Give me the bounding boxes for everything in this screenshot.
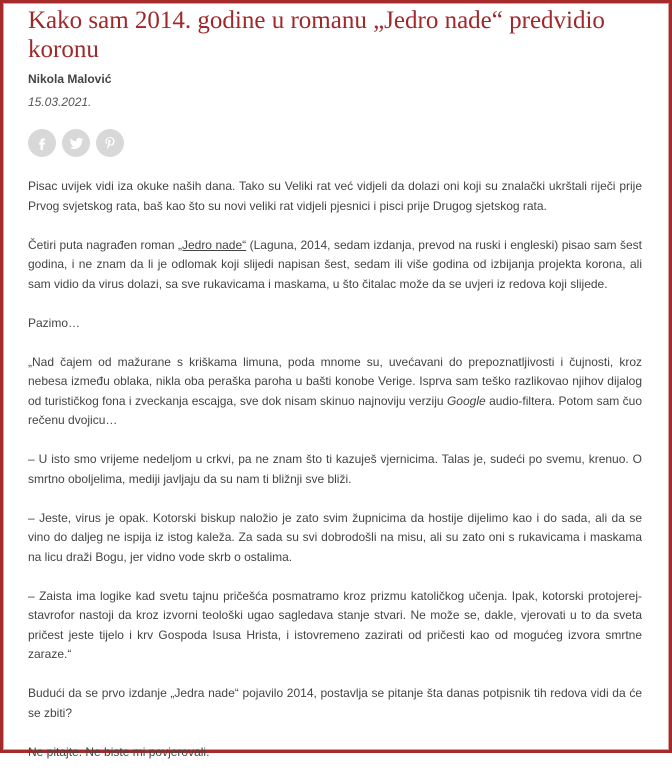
paragraph (28, 236, 642, 295)
article-date: 15.03.2021. (28, 95, 92, 109)
twitter-share-button[interactable] (62, 129, 90, 157)
paragraph-text: „Nad čajem od mažurane s kriškama limuna, poda mnome su, uvećavani do prepoznatljivosti i čujnosti, kroz nebesa između oblaka, nikla oba peraška paroha u bašti konobe Verige. Isprva sam teško razlikovao njihov dijalog od turističkog fona i zveckanja escajga, sve dok nisam skinuo najnoviju verziju (28, 354, 642, 408)
emphasis-text: Google (446, 393, 486, 408)
article-title: Kako sam 2014. godine u romanu „Jedro nade“ predvidio koronu (28, 7, 605, 63)
article-body (28, 177, 642, 762)
paragraph: Budući da se prvo izdanje „Jedra nade“ pojavilo 2014, postavlja se pitanje šta danas potpisnik tih redova vidi da će se zbiti? (28, 686, 642, 720)
paragraph: Pisac uvijek vidi iza okuke naših dana. Tako su Veliki rat već vidjeli da dolazi oni koji su znalački ukrštali riječi prije Prvog svjetskog rata, baš kao što su novi veliki rat vidjeli pjesnici i pisci prije Drugog sjetskog rata. (28, 179, 642, 213)
paragraph-text: audio-filtera. Potom sam čuo rečenu dvojicu… (28, 393, 642, 427)
paragraph-text: (Laguna, 2014, sedam izdanja, prevod na ruski i engleski) pisao sam šest godina, i ne znam da li je odlomak koji slijedi napisan šest, sedam ili više godina od izbijanja projekta korona, ali sam vidio da virus dolazi, sa sve rukavicama i maskama, u što čitalac može da se uvjeri iz redova koji slijede. (28, 237, 643, 291)
book-link[interactable]: „Jedro nade“ (177, 237, 247, 252)
paragraph: – U isto smo vrijeme nedeljom u crkvi, pa ne znam što ti kazuješ vjernicima. Talas je, sudeći po svemu, krenuo. O smrtno oboljelima, mediji javljaju da su nam ti bližnji sve bliži. (28, 452, 642, 486)
paragraph-text: Četiri puta nagrađen roman (28, 237, 178, 252)
paragraph: Ne pitajte. Ne biste mi povjerovali. (28, 744, 210, 759)
share-buttons (28, 129, 642, 157)
paragraph: – Jeste, virus je opak. Kotorski biskup naložio je zato svim župnicima da hostije dijelimo kao i do sada, ali da se vino do daljeg ne ispija iz istog kaleža. Za sada su svi dobrodošli na misu, ali su zato oni s rukavicama i maskama na licu draži Bogu, jer vidno vode skrb o ostalima. (28, 510, 642, 564)
pinterest-share-button[interactable] (96, 129, 124, 157)
paragraph: Pazimo… (28, 315, 81, 330)
facebook-icon (35, 136, 49, 150)
twitter-icon (69, 136, 84, 151)
article (28, 6, 642, 782)
facebook-share-button[interactable] (28, 129, 56, 157)
paragraph: – Zaista ima logike kad svetu tajnu pričešća posmatramo kroz prizmu katoličkog učenja. Ipak, kotorski protojerej-stavrofor nastoji da kroz izvorni teološki ugao sagledava stanje stvari. Ne može se, dakle, vjerovati u to da sveta pričest jeste tijelo i krv Gospoda Isusa Hrista, i istovremeno zazirati od pričesti kao od mogućeg izvora smrtne zaraze.“ (28, 588, 642, 661)
pinterest-icon (103, 136, 117, 150)
paragraph (28, 353, 642, 431)
article-author[interactable]: Nikola Malović (28, 72, 112, 86)
